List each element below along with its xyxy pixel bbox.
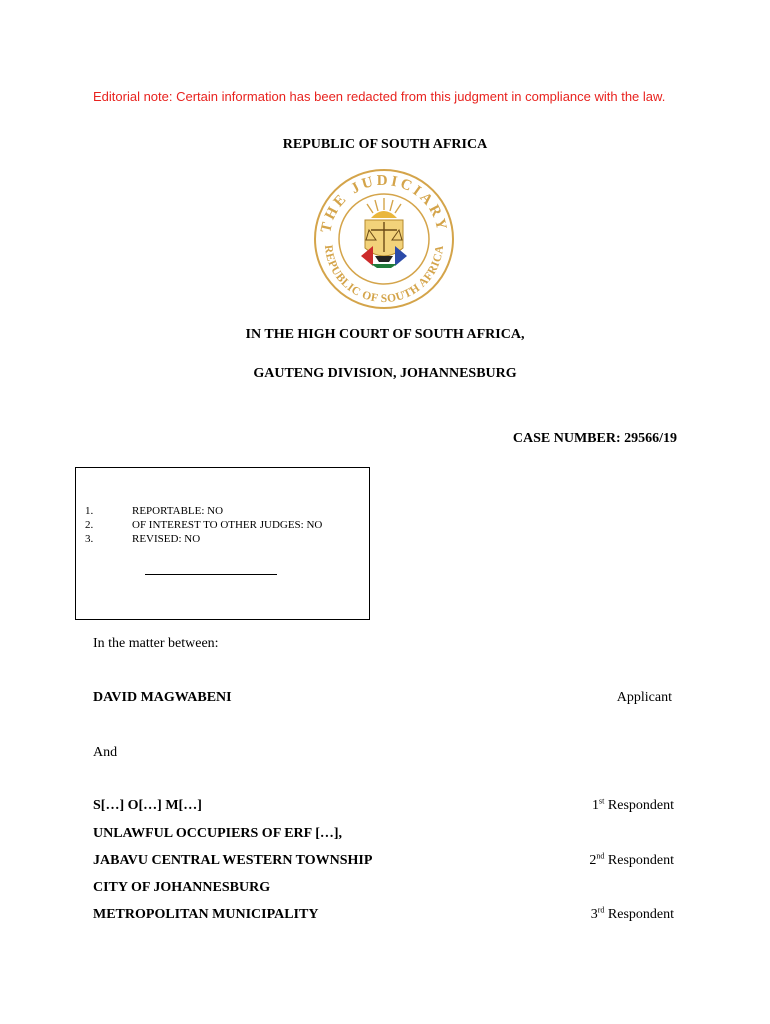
respondent-3-name-line1: CITY OF JOHANNESBURG [93, 880, 271, 895]
applicant-name: DAVID MAGWABENI [93, 690, 232, 705]
applicant-role: Applicant [616, 690, 672, 705]
seal-bottom-text: REPUBLIC OF SOUTH AFRICA [321, 244, 447, 306]
judiciary-seal-icon [313, 168, 455, 310]
respondent-2-role: 2nd Respondent [589, 851, 674, 868]
respondent-3-name-line2: METROPOLITAN MUNICIPALITY [93, 907, 319, 922]
seal-top-text: THE JUDICIARY [318, 172, 450, 235]
signature-line [145, 574, 277, 575]
status-box: 1. REPORTABLE: NO 2. OF INTEREST TO OTHER JUDGES: NO 3. REVISED: NO [75, 467, 370, 620]
respondent-3-role: 3rd Respondent [590, 905, 674, 922]
respondent-2-name-line2: JABAVU CENTRAL WESTERN TOWNSHIP [93, 853, 373, 868]
respondent-1-name: S[…] O[…] M[…] [93, 798, 202, 813]
respondent-2-name-line1: UNLAWFUL OCCUPIERS OF ERF […], [93, 826, 343, 841]
editorial-note: Editorial note: Certain information has been redacted from this judgment in compliance with the law. [93, 89, 666, 104]
matter-between: In the matter between: [93, 636, 219, 651]
court-name-line2: GAUTENG DIVISION, JOHANNESBURG [253, 366, 517, 381]
case-number: CASE NUMBER: 29566/19 [512, 431, 677, 446]
court-name-line1: IN THE HIGH COURT OF SOUTH AFRICA, [245, 327, 525, 342]
and-separator: And [93, 745, 118, 760]
country-heading: REPUBLIC OF SOUTH AFRICA [282, 137, 488, 152]
judiciary-seal [313, 168, 455, 310]
respondent-1-role: 1st Respondent [592, 796, 674, 813]
